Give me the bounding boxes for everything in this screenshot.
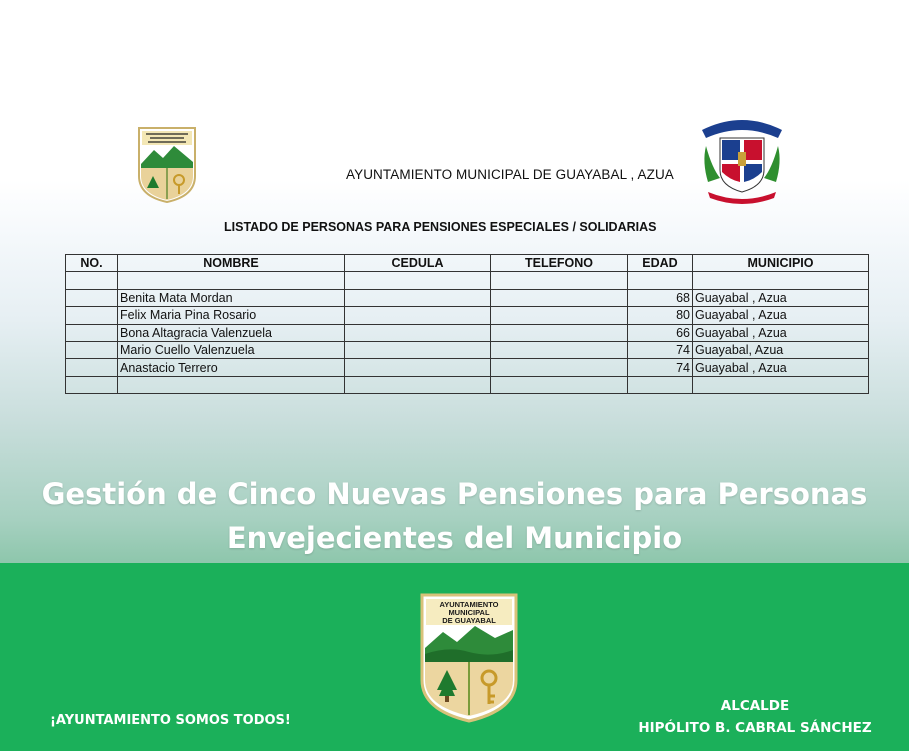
cell-nombre: Felix Maria Pina Rosario — [118, 307, 345, 324]
cell-telefono — [491, 341, 628, 358]
table-row — [66, 324, 869, 341]
table-row — [66, 376, 869, 393]
cell-no — [66, 359, 118, 376]
mayor-title: ALCALDE — [720, 698, 790, 714]
cell-municipio: Guayabal , Azua — [693, 289, 869, 306]
logo-line-2: MUNICIPAL — [448, 608, 490, 617]
cell-no — [66, 289, 118, 306]
cell-no — [66, 307, 118, 324]
slogan: ¡AYUNTAMIENTO SOMOS TODOS! — [50, 713, 291, 728]
cell-municipio — [693, 376, 869, 393]
cell-municipio: Guayabal , Azua — [693, 324, 869, 341]
organization-name: AYUNTAMIENTO MUNICIPAL DE GUAYABAL , AZUA — [346, 167, 674, 182]
cell-no — [66, 272, 118, 289]
column-header-edad: EDAD — [628, 255, 693, 272]
logo-line-1: AYUNTAMIENTO — [439, 600, 499, 609]
mayor-name: HIPÓLITO B. CABRAL SÁNCHEZ — [638, 720, 872, 736]
cell-edad: 74 — [628, 341, 693, 358]
pension-roster-table — [65, 254, 869, 394]
cell-municipio: Guayabal , Azua — [693, 307, 869, 324]
guayabal-crest-icon — [136, 126, 198, 204]
table-row — [66, 341, 869, 358]
cell-edad: 68 — [628, 289, 693, 306]
table-row — [66, 289, 869, 306]
column-header-cedula: CEDULA — [345, 255, 491, 272]
cell-edad: 80 — [628, 307, 693, 324]
logo-line-3: DE GUAYABAL — [442, 616, 496, 625]
document-header — [0, 0, 909, 375]
cell-no — [66, 341, 118, 358]
cell-no — [66, 324, 118, 341]
cell-cedula — [345, 376, 491, 393]
column-header-municipio: MUNICIPIO — [693, 255, 869, 272]
table-row — [66, 359, 869, 376]
cell-nombre: Anastacio Terrero — [118, 359, 345, 376]
guayabal-logo-icon — [419, 592, 519, 724]
cell-cedula — [345, 324, 491, 341]
cell-cedula — [345, 359, 491, 376]
cell-municipio: Guayabal, Azua — [693, 341, 869, 358]
mayor-signature-block — [610, 695, 900, 739]
cell-nombre: Bona Altagracia Valenzuela — [118, 324, 345, 341]
column-header-telefono: TELEFONO — [491, 255, 628, 272]
column-header-nombre: NOMBRE — [118, 255, 345, 272]
cell-nombre — [118, 376, 345, 393]
cell-telefono — [491, 307, 628, 324]
cell-nombre — [118, 272, 345, 289]
cell-nombre: Mario Cuello Valenzuela — [118, 341, 345, 358]
cell-cedula — [345, 307, 491, 324]
cell-cedula — [345, 289, 491, 306]
cell-nombre: Benita Mata Mordan — [118, 289, 345, 306]
cell-cedula — [345, 272, 491, 289]
cell-municipio — [693, 272, 869, 289]
dominican-coat-of-arms-icon — [694, 112, 790, 206]
cell-no — [66, 376, 118, 393]
cell-municipio: Guayabal , Azua — [693, 359, 869, 376]
column-header-no: NO. — [66, 255, 118, 272]
headline-line-1: Gestión de Cinco Nuevas Pensiones para Personas — [41, 477, 868, 511]
cell-telefono — [491, 272, 628, 289]
cell-telefono — [491, 359, 628, 376]
table-header-row — [66, 255, 869, 272]
cell-edad — [628, 376, 693, 393]
cell-telefono — [491, 289, 628, 306]
cell-cedula — [345, 341, 491, 358]
cell-edad — [628, 272, 693, 289]
cell-telefono — [491, 324, 628, 341]
headline-line-2: Envejecientes del Municipio — [226, 521, 683, 555]
list-title: LISTADO DE PERSONAS PARA PENSIONES ESPECIALES / SOLIDARIAS — [224, 220, 657, 234]
table-row — [66, 272, 869, 289]
table-row — [66, 307, 869, 324]
headline — [0, 472, 909, 560]
cell-edad: 74 — [628, 359, 693, 376]
cell-telefono — [491, 376, 628, 393]
cell-edad: 66 — [628, 324, 693, 341]
